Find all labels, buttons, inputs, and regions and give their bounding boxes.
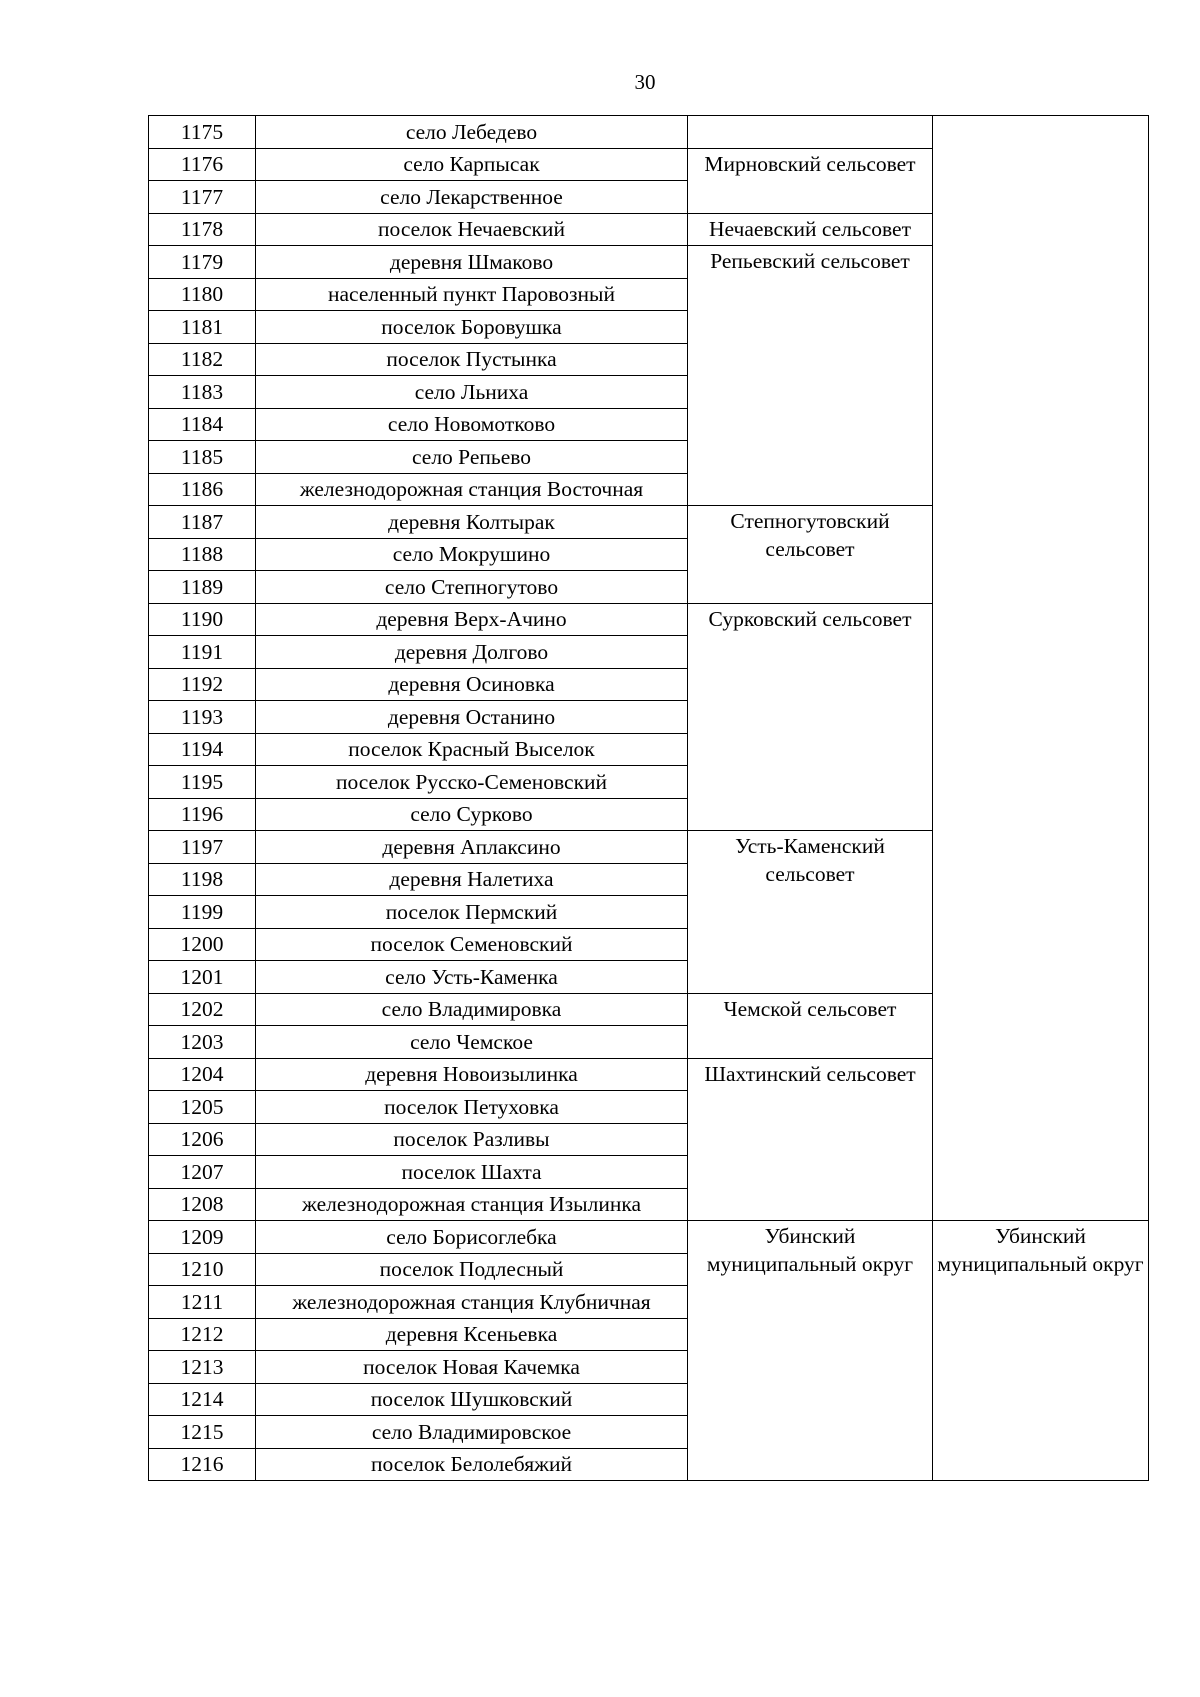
row-number: 1189 (149, 571, 256, 604)
row-number: 1214 (149, 1383, 256, 1416)
row-number: 1201 (149, 961, 256, 994)
row-number: 1178 (149, 213, 256, 246)
settlement-name: деревня Шмаково (256, 246, 688, 279)
settlement-name: железнодорожная станция Клубничная (256, 1286, 688, 1319)
row-number: 1195 (149, 766, 256, 799)
subdivision-cell: Сурковский сельсовет (688, 603, 933, 831)
row-number: 1187 (149, 506, 256, 539)
row-number: 1215 (149, 1416, 256, 1449)
row-number: 1175 (149, 116, 256, 149)
row-number: 1186 (149, 473, 256, 506)
settlement-name: деревня Долгово (256, 636, 688, 669)
row-number: 1188 (149, 538, 256, 571)
settlement-name: поселок Семеновский (256, 928, 688, 961)
settlement-name: село Чемское (256, 1026, 688, 1059)
settlement-name: поселок Шушковский (256, 1383, 688, 1416)
settlement-name: поселок Петуховка (256, 1091, 688, 1124)
settlement-name: поселок Боровушка (256, 311, 688, 344)
settlement-name: поселок Пустынка (256, 343, 688, 376)
subdivision-cell: Чемской сельсовет (688, 993, 933, 1058)
settlement-name: село Владимировское (256, 1416, 688, 1449)
subdivision-cell: Убинский муниципальный округ (688, 1221, 933, 1481)
settlement-name: село Усть-Каменка (256, 961, 688, 994)
settlement-name: поселок Нечаевский (256, 213, 688, 246)
settlement-name: деревня Колтырак (256, 506, 688, 539)
row-number: 1180 (149, 278, 256, 311)
subdivision-cell: Шахтинский сельсовет (688, 1058, 933, 1221)
subdivision-cell: Нечаевский сельсовет (688, 213, 933, 246)
subdivision-cell: Степногутовский сельсовет (688, 506, 933, 604)
row-number: 1205 (149, 1091, 256, 1124)
settlement-name: деревня Верх-Ачино (256, 603, 688, 636)
settlement-name: деревня Осиновка (256, 668, 688, 701)
row-number: 1198 (149, 863, 256, 896)
row-number: 1197 (149, 831, 256, 864)
row-number: 1176 (149, 148, 256, 181)
settlement-name: деревня Аплаксино (256, 831, 688, 864)
row-number: 1191 (149, 636, 256, 669)
row-number: 1212 (149, 1318, 256, 1351)
table-row (149, 116, 1149, 149)
row-number: 1213 (149, 1351, 256, 1384)
row-number: 1206 (149, 1123, 256, 1156)
subdivision-cell: Усть-Каменский сельсовет (688, 831, 933, 994)
row-number: 1182 (149, 343, 256, 376)
municipal-cell (933, 116, 1149, 1221)
settlement-name: село Владимировка (256, 993, 688, 1026)
settlement-name: населенный пункт Паровозный (256, 278, 688, 311)
settlement-name: деревня Новоизылинка (256, 1058, 688, 1091)
row-number: 1181 (149, 311, 256, 344)
row-number: 1202 (149, 993, 256, 1026)
settlement-name: поселок Шахта (256, 1156, 688, 1189)
settlement-name: деревня Налетиха (256, 863, 688, 896)
row-number: 1199 (149, 896, 256, 929)
settlement-name: поселок Пермский (256, 896, 688, 929)
settlement-name: село Сурково (256, 798, 688, 831)
settlement-name: село Льниха (256, 376, 688, 409)
row-number: 1204 (149, 1058, 256, 1091)
row-number: 1184 (149, 408, 256, 441)
settlement-name: деревня Останино (256, 701, 688, 734)
row-number: 1216 (149, 1448, 256, 1481)
row-number: 1179 (149, 246, 256, 279)
table-row (149, 1221, 1149, 1254)
settlement-name: поселок Разливы (256, 1123, 688, 1156)
row-number: 1209 (149, 1221, 256, 1254)
settlement-name: село Репьево (256, 441, 688, 474)
row-number: 1185 (149, 441, 256, 474)
settlement-name: село Лекарственное (256, 181, 688, 214)
settlement-name: железнодорожная станция Восточная (256, 473, 688, 506)
settlement-name: деревня Ксеньевка (256, 1318, 688, 1351)
row-number: 1196 (149, 798, 256, 831)
row-number: 1210 (149, 1253, 256, 1286)
settlement-name: поселок Подлесный (256, 1253, 688, 1286)
settlements-table (148, 115, 1149, 1481)
row-number: 1211 (149, 1286, 256, 1319)
subdivision-cell: Репьевский сельсовет (688, 246, 933, 506)
settlement-name: поселок Красный Выселок (256, 733, 688, 766)
row-number: 1193 (149, 701, 256, 734)
page-number: 30 (634, 70, 656, 94)
row-number: 1203 (149, 1026, 256, 1059)
settlement-name: село Мокрушино (256, 538, 688, 571)
municipal-cell: Убинский муниципальный округ (933, 1221, 1149, 1481)
row-number: 1177 (149, 181, 256, 214)
row-number: 1194 (149, 733, 256, 766)
settlement-name: село Степногутово (256, 571, 688, 604)
row-number: 1200 (149, 928, 256, 961)
row-number: 1190 (149, 603, 256, 636)
settlement-name: село Борисоглебка (256, 1221, 688, 1254)
settlement-name: село Новомотково (256, 408, 688, 441)
subdivision-cell (688, 116, 933, 149)
row-number: 1207 (149, 1156, 256, 1189)
settlement-name: село Карпысак (256, 148, 688, 181)
settlements-table-body (149, 116, 1149, 1481)
row-number: 1192 (149, 668, 256, 701)
settlement-name: поселок Белолебяжий (256, 1448, 688, 1481)
row-number: 1208 (149, 1188, 256, 1221)
subdivision-cell: Мирновский сельсовет (688, 148, 933, 213)
settlement-name: железнодорожная станция Изылинка (256, 1188, 688, 1221)
settlement-name: село Лебедево (256, 116, 688, 149)
settlement-name: поселок Новая Качемка (256, 1351, 688, 1384)
row-number: 1183 (149, 376, 256, 409)
settlement-name: поселок Русско-Семеновский (256, 766, 688, 799)
